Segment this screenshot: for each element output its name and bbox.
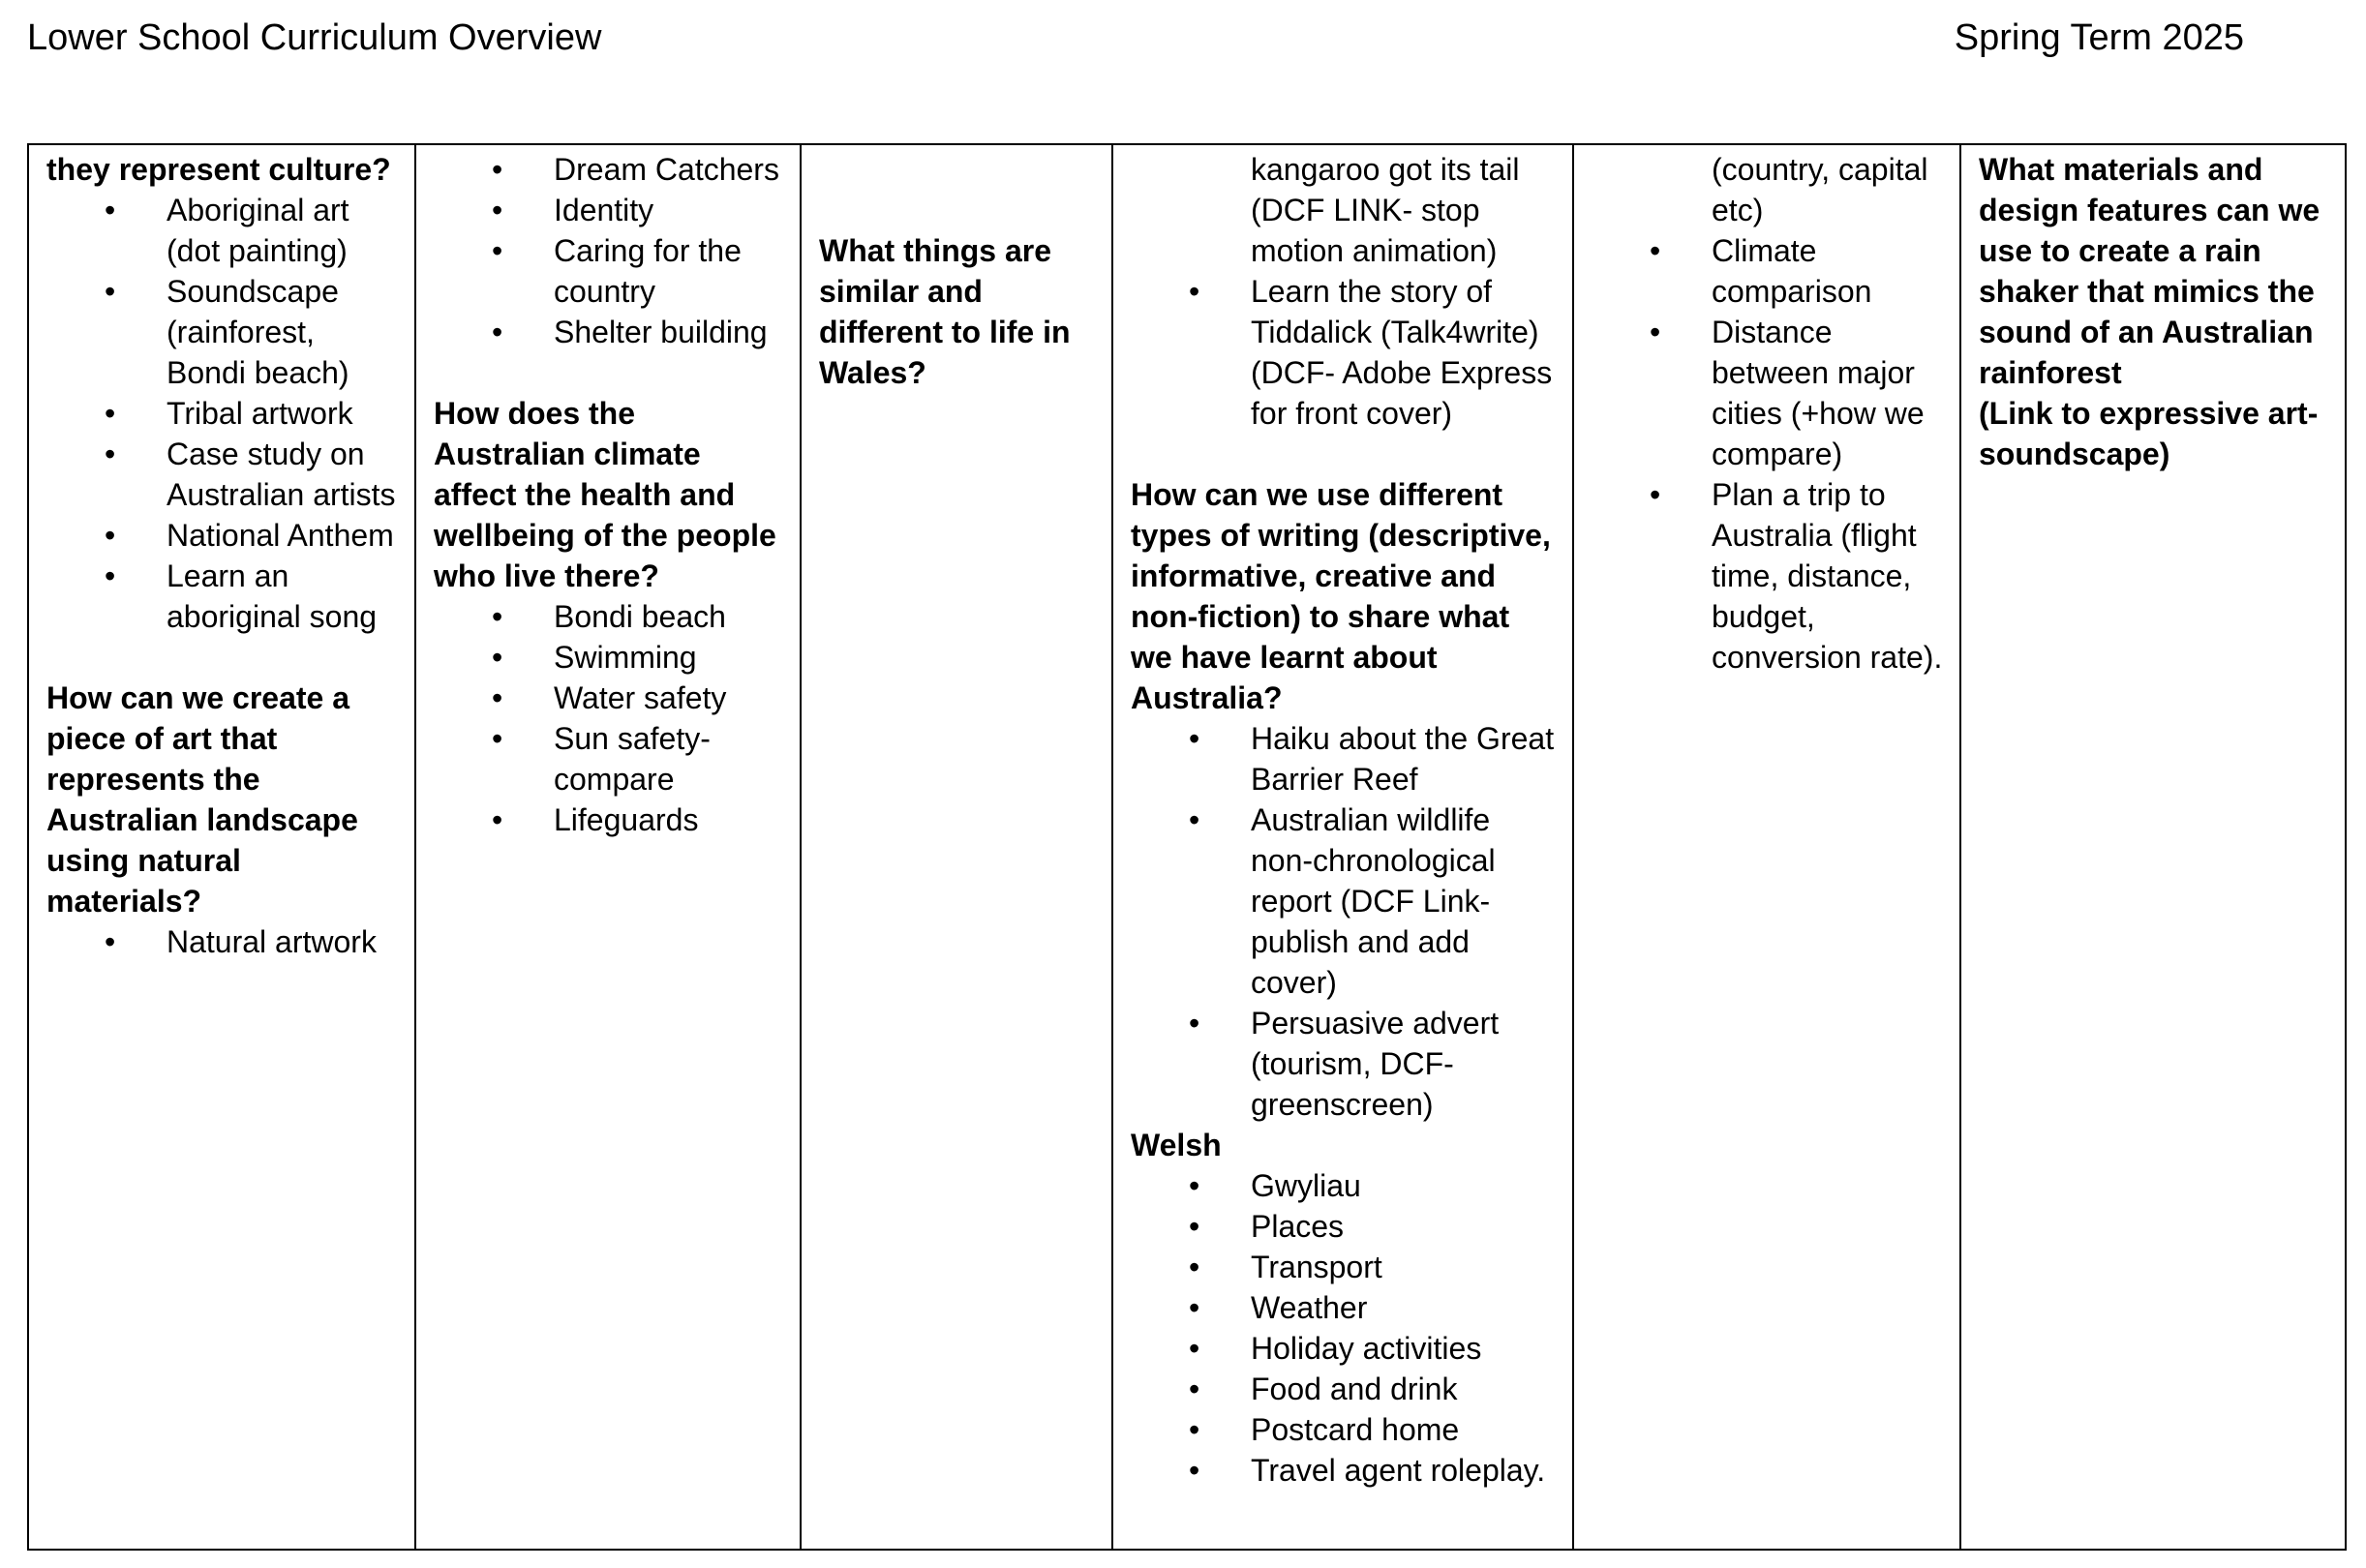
term-label: Spring Term 2025 <box>1954 17 2244 58</box>
list-item: • Identity <box>434 190 784 230</box>
expressive-arts-cell <box>28 144 415 1550</box>
bullet-list <box>1131 718 1557 1125</box>
list-item: • Bondi beach <box>434 596 784 637</box>
languages-cell <box>1112 144 1573 1550</box>
list-item: • Soundscape (rainforest, Bondi beach) <box>46 271 399 393</box>
cell-question: How can we create a piece of art that represents the Australian landscape using natural materials? <box>46 680 358 919</box>
list-item: • Swimming <box>434 637 784 678</box>
list-item-continued: (country, capital etc) <box>1712 152 1928 227</box>
cell-question: How does the Australian climate affect the health and wellbeing of the people who live there? <box>434 396 776 593</box>
list-item: • Transport <box>1131 1247 1557 1287</box>
cell-link-note: (Link to expressive art- soundscape) <box>1979 396 2319 471</box>
bullet-list <box>1131 1165 1557 1491</box>
cell-question: What things are similar and different to life in Wales? <box>819 233 1071 390</box>
list-item: • Shelter building <box>434 312 784 352</box>
list-item: • Persuasive advert (tourism, DCF- greenscreen) <box>1131 1003 1557 1125</box>
bullet-list <box>46 921 399 962</box>
list-item: • Plan a trip to Australia (flight time, distance, budget, conversion rate). <box>1592 474 1944 678</box>
page-title: Lower School Curriculum Overview <box>27 17 602 58</box>
list-item: • Food and drink <box>1131 1369 1557 1409</box>
list-item: • Climate comparison <box>1592 230 1944 312</box>
list-item: • Learn the story of Tiddalick (Talk4write) (DCF- Adobe Express for front cover) <box>1131 271 1557 434</box>
list-item: • Learn an aboriginal song <box>46 556 399 637</box>
humanities-cell <box>801 144 1112 1550</box>
list-item: • Gwyliau <box>1131 1165 1557 1206</box>
list-item-continued: kangaroo got its tail (DCF LINK- stop motion animation) <box>1251 152 1520 268</box>
list-item: • Tribal artwork <box>46 393 399 434</box>
cell-question: they represent culture? <box>46 152 391 187</box>
curriculum-table <box>27 143 2347 1551</box>
list-item: • Weather <box>1131 1287 1557 1328</box>
list-item: • Lifeguards <box>434 799 784 840</box>
cell-question: What materials and design features can we use to create a rain shaker that mimics the sound of an Australian rainforest <box>1979 152 2320 390</box>
health-wellbeing-cell <box>415 144 801 1550</box>
table-row <box>28 144 2346 1550</box>
bullet-list <box>1131 149 1557 434</box>
bullet-list <box>46 190 399 637</box>
list-item: • Australian wildlife non-chronological report (DCF Link- publish and add cover) <box>1131 799 1557 1003</box>
list-item: • Haiku about the Great Barrier Reef <box>1131 718 1557 799</box>
page-header <box>27 17 2244 72</box>
mathematics-cell <box>1573 144 1960 1550</box>
list-item: • Sun safety- compare <box>434 718 784 799</box>
list-item: • Natural artwork <box>46 921 399 962</box>
list-item: • Caring for the country <box>434 230 784 312</box>
list-item: • Places <box>1131 1206 1557 1247</box>
list-item: • National Anthem <box>46 515 399 556</box>
list-item: • Aboriginal art (dot painting) <box>46 190 399 271</box>
list-item: • Case study on Australian artists <box>46 434 399 515</box>
list-item: • Water safety <box>434 678 784 718</box>
list-item: • Travel agent roleplay. <box>1131 1450 1557 1491</box>
welsh-heading: Welsh <box>1131 1128 1222 1162</box>
list-item: • Holiday activities <box>1131 1328 1557 1369</box>
bullet-list <box>1592 149 1944 678</box>
bullet-list <box>434 149 784 352</box>
list-item: • Dream Catchers <box>434 149 784 190</box>
list-item: • Distance between major cities (+how we compare) <box>1592 312 1944 474</box>
list-item: • Postcard home <box>1131 1409 1557 1450</box>
cell-question: How can we use different types of writing (descriptive, informative, creative and non-fiction) to share what we have learnt about Australia? <box>1131 477 1551 715</box>
science-technology-cell <box>1960 144 2346 1550</box>
bullet-list <box>434 596 784 840</box>
